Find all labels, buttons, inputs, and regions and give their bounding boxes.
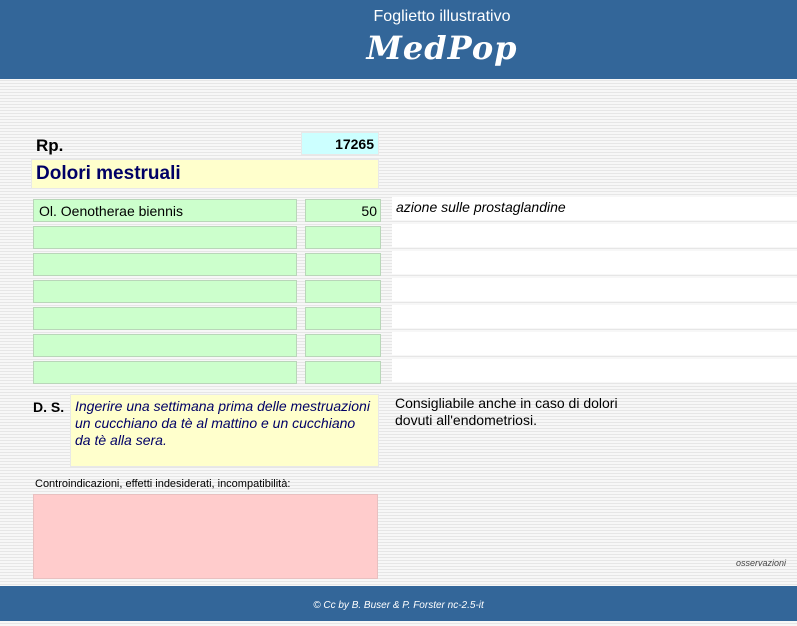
- ingredient-qty-field[interactable]: [305, 280, 381, 303]
- ingredient-qty-field[interactable]: 50: [305, 199, 381, 222]
- ingredient-qty-field[interactable]: [305, 334, 381, 357]
- ingredient-note-field[interactable]: [392, 305, 797, 328]
- ingredient-name-field[interactable]: [33, 307, 297, 330]
- header-subtitle: Foglietto illustrativo: [373, 8, 511, 25]
- ingredient-qty-field[interactable]: [305, 226, 381, 249]
- contraindications-label: Controindicazioni, effetti indesiderati, incompatibilità:: [35, 478, 291, 490]
- brand-logo: MedPop: [366, 29, 518, 67]
- ingredient-qty-field[interactable]: [305, 361, 381, 384]
- ingredient-note-field[interactable]: [392, 278, 797, 301]
- observations-label: osservazioni: [736, 558, 787, 568]
- ingredient-qty-field[interactable]: [305, 253, 381, 276]
- ingredient-note-field[interactable]: [392, 359, 797, 382]
- ingredient-name-field[interactable]: [33, 226, 297, 249]
- dosage-text-field[interactable]: Ingerire una settimana prima delle mestruazioni un cucchiano da tè al mattino e un cucchiano da tè alla sera.: [70, 394, 379, 467]
- ingredient-name-field[interactable]: [33, 253, 297, 276]
- ingredient-name-field[interactable]: [33, 280, 297, 303]
- ingredient-note-field[interactable]: [392, 332, 797, 355]
- footer-credits: © Cc by B. Buser & P. Forster nc-2.5-it: [313, 600, 484, 611]
- rp-label: Rp.: [36, 136, 64, 155]
- ingredient-note-field[interactable]: [392, 251, 797, 274]
- ingredient-name-field[interactable]: [33, 361, 297, 384]
- prescription-title-field[interactable]: Dolori mestruali: [31, 159, 379, 189]
- ingredient-name-field[interactable]: Ol. Oenotherae biennis: [33, 199, 297, 222]
- header-banner: [0, 0, 797, 79]
- ingredient-note-field[interactable]: [392, 224, 797, 247]
- prescription-number-field[interactable]: 17265: [301, 132, 379, 155]
- dosage-label: D. S.: [33, 399, 65, 415]
- dosage-side-note: Consigliabile anche in caso di dolori dovuti all'endometriosi.: [395, 395, 618, 428]
- ingredient-note-field[interactable]: azione sulle prostaglandine: [392, 197, 797, 220]
- ingredient-name-field[interactable]: [33, 334, 297, 357]
- ingredient-qty-field[interactable]: [305, 307, 381, 330]
- footer-banner: [0, 586, 797, 621]
- contraindications-field[interactable]: [33, 494, 378, 579]
